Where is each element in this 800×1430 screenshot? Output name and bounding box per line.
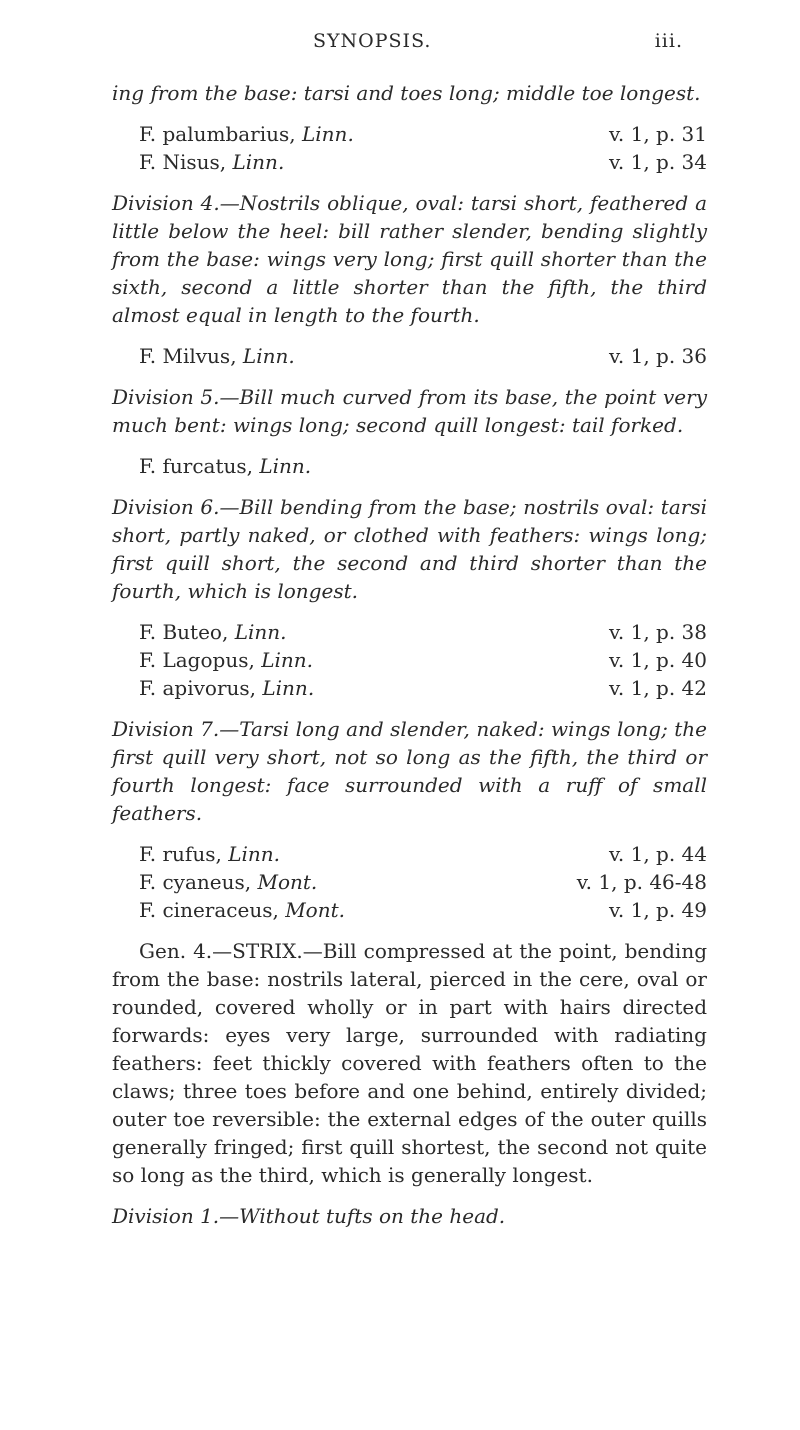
- species-list: [112, 452, 707, 480]
- division-description: Division 5.—Bill much curved from its base, the point very much bent: wings long; second quill longest: tail forked.: [112, 385, 707, 437]
- species-name: F. Milvus,: [139, 344, 237, 368]
- species-author: Linn.: [232, 150, 285, 174]
- species-entry: [112, 148, 707, 176]
- species-author: Linn.: [302, 122, 354, 146]
- species-entry: [112, 618, 707, 646]
- division-description: Division 6.—Bill bending from the base; nostrils oval: tarsi short, partly naked, or clothed with feathers: wings long; first quill short, the second and third shorter than the fourth, which is longest.: [112, 495, 707, 603]
- species-author: Mont.: [257, 870, 318, 894]
- species-entry: [112, 674, 707, 702]
- species-author: Linn.: [242, 344, 295, 368]
- species-entry: [112, 896, 707, 924]
- volume-reference: v. 1, p. 31: [608, 122, 707, 146]
- genus-description: Gen. 4.—STRIX.—Bill compressed at the point, bending from the base: nostrils lateral, pierced in the cere, oval or rounded, covered wholly or in part with hairs directed forwards: eyes very large, surrounded with radiating feathers: feet thickly covered with feathers often to the claws; three toes before and one behind, entirely divided; outer toe reversible: the external edges of the outer quills generally fringed; first quill shortest, the second not quite so long as the third, which is generally longest.: [112, 939, 707, 1187]
- species-author: Linn.: [261, 648, 313, 672]
- species-entry: [112, 452, 707, 480]
- species-name: F. cineraceus,: [139, 898, 279, 922]
- species-entry: [112, 868, 707, 896]
- species-entry: [112, 342, 707, 370]
- species-entry: [112, 840, 707, 868]
- text-paragraph: ing from the base: tarsi and toes long; middle toe longest.: [112, 81, 701, 105]
- species-entry: [112, 646, 707, 674]
- volume-reference: v. 1, p. 40: [608, 648, 707, 672]
- species-author: Linn.: [259, 454, 312, 478]
- volume-reference: v. 1, p. 42: [608, 676, 707, 700]
- species-entry: [112, 120, 707, 148]
- species-list: [112, 342, 707, 370]
- species-name: F. rufus,: [139, 842, 222, 866]
- volume-reference: v. 1, p. 34: [608, 150, 707, 174]
- species-name: F. Lagopus,: [139, 648, 255, 672]
- volume-reference: v. 1, p. 44: [608, 842, 707, 866]
- species-list: [112, 618, 707, 702]
- page-body: [112, 79, 707, 1230]
- volume-reference: v. 1, p. 46-48: [576, 870, 707, 894]
- species-author: Linn.: [262, 676, 315, 700]
- species-name: F. cyaneus,: [139, 870, 252, 894]
- species-author: Linn.: [234, 620, 287, 644]
- species-name: F. Buteo,: [139, 620, 229, 644]
- species-name: F. Nisus,: [139, 150, 227, 174]
- volume-reference: v. 1, p. 49: [608, 898, 707, 922]
- division-heading: Division 1.—Without tufts on the head.: [112, 1204, 506, 1228]
- species-name: F. palumbarius,: [139, 122, 296, 146]
- species-author: Mont.: [285, 898, 345, 922]
- division-description: Division 4.—Nostrils oblique, oval: tarsi short, feathered a little below the heel: bill rather slender, bending slightly from the base: wings very long; first quill shorter than the sixth, second a little shorter than the fifth, the third almost equal in length to the fourth.: [112, 191, 707, 327]
- species-name: F. apivorus,: [139, 676, 257, 700]
- species-name: F. furcatus,: [139, 454, 253, 478]
- header-title: SYNOPSIS.: [313, 30, 432, 52]
- division-description: Division 7.—Tarsi long and slender, naked: wings long; the first quill very short, not so long as the fifth, the third or fourth longest: face surrounded with a ruff of small feathers.: [112, 717, 707, 825]
- page-number: iii.: [654, 30, 683, 52]
- species-list: [112, 120, 707, 176]
- volume-reference: v. 1, p. 38: [608, 620, 707, 644]
- volume-reference: v. 1, p. 36: [608, 344, 707, 368]
- species-list: [112, 840, 707, 924]
- species-author: Linn.: [228, 842, 280, 866]
